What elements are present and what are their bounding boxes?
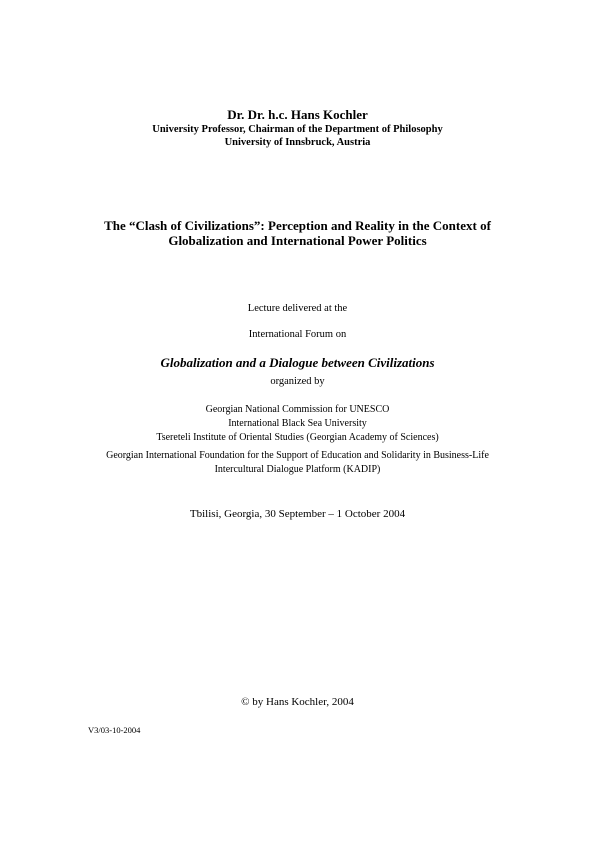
organizer-item: Intercultural Dialogue Platform (KADIP) (214, 464, 381, 475)
version-label: V3/03-10-2004 (88, 725, 141, 735)
forum-intro-text: International Forum on (248, 329, 347, 340)
organizer-item: International Black Sea University (228, 418, 367, 429)
copyright-notice: © by Hans Kochler, 2004 (241, 696, 354, 708)
organized-by-text: organized by (270, 376, 325, 387)
author-role: University Professor, Chairman of the Department of Philosophy (152, 124, 443, 135)
forum-title: Globalization and a Dialogue between Civilizations (160, 355, 435, 370)
author-name: Dr. Dr. h.c. Hans Kochler (227, 107, 368, 122)
lecture-delivered-text: Lecture delivered at the (247, 303, 348, 314)
title-line-1: The “Clash of Civilizations”: Perception and Reality in the Context of (104, 218, 491, 233)
organizer-item: Georgian National Commission for UNESCO (205, 404, 390, 415)
title-line-2: Globalization and International Power Politics (168, 233, 427, 248)
organizer-item: Tsereteli Institute of Oriental Studies (Georgian Academy of Sciences) (156, 432, 439, 443)
venue-date: Tbilisi, Georgia, 30 September – 1 October 2004 (189, 508, 406, 520)
organizer-item: Georgian International Foundation for the Support of Education and Solidarity in Business-Life (106, 450, 489, 461)
author-affiliation: University of Innsbruck, Austria (224, 137, 371, 148)
